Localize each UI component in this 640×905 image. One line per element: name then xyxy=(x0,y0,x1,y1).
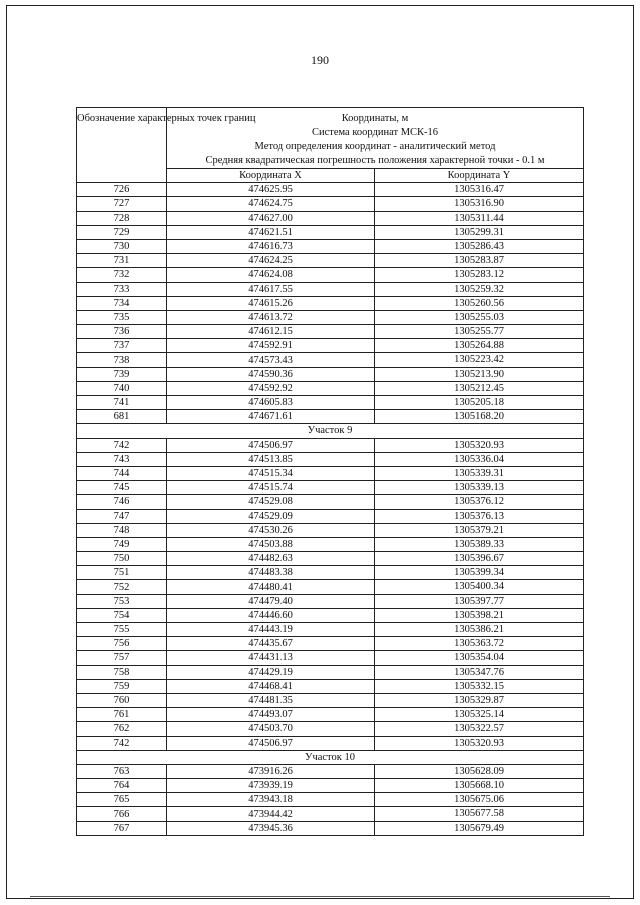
table-row xyxy=(77,466,584,480)
coord-y-cell: 1305299.31 xyxy=(375,225,584,239)
coord-y-cell: 1305325.14 xyxy=(375,708,584,722)
point-id-cell: 764 xyxy=(77,779,167,793)
coord-x-cell: 474621.51 xyxy=(167,225,375,239)
coord-x-cell: 474435.67 xyxy=(167,637,375,651)
coord-x-cell: 474431.13 xyxy=(167,651,375,665)
coord-y-cell: 1305339.13 xyxy=(375,481,584,495)
point-id-cell: 754 xyxy=(77,608,167,622)
table-row xyxy=(77,764,584,778)
table-row xyxy=(77,197,584,211)
table-row xyxy=(77,410,584,424)
page-bottom-rule xyxy=(30,896,610,899)
coord-y-cell: 1305255.03 xyxy=(375,310,584,324)
coord-x-cell: 474479.40 xyxy=(167,594,375,608)
coord-x-cell: 474515.34 xyxy=(167,466,375,480)
coord-y-cell: 1305322.57 xyxy=(375,722,584,736)
section-title-row xyxy=(77,750,584,764)
table-row xyxy=(77,296,584,310)
table-row xyxy=(77,821,584,835)
coord-y-cell: 1305363.72 xyxy=(375,637,584,651)
table-row xyxy=(77,268,584,282)
coord-y-cell: 1305283.12 xyxy=(375,268,584,282)
table-row xyxy=(77,708,584,722)
coord-y-cell: 1305389.33 xyxy=(375,537,584,551)
point-id-cell: 755 xyxy=(77,623,167,637)
coord-x-cell: 474624.08 xyxy=(167,268,375,282)
point-id-cell: 762 xyxy=(77,722,167,736)
coord-y-cell: 1305336.04 xyxy=(375,452,584,466)
point-id-cell: 752 xyxy=(77,580,167,594)
coord-y-cell: 1305320.93 xyxy=(375,736,584,750)
point-id-cell: 744 xyxy=(77,466,167,480)
table-row xyxy=(77,693,584,707)
section-title-row xyxy=(77,424,584,438)
table-row xyxy=(77,509,584,523)
table-row xyxy=(77,679,584,693)
point-id-cell: 759 xyxy=(77,679,167,693)
coord-y-cell: 1305347.76 xyxy=(375,665,584,679)
coord-x-cell: 474592.92 xyxy=(167,381,375,395)
coord-x-cell: 474483.38 xyxy=(167,566,375,580)
table-row xyxy=(77,566,584,580)
table-row xyxy=(77,353,584,367)
section-title: Участок 9 xyxy=(77,424,584,438)
designation-header: Обозначение характерных точек границ xyxy=(77,108,167,183)
table-row xyxy=(77,736,584,750)
table-row xyxy=(77,495,584,509)
point-id-cell: 746 xyxy=(77,495,167,509)
point-id-cell: 741 xyxy=(77,396,167,410)
point-id-cell: 750 xyxy=(77,552,167,566)
coords-title: Координаты, м xyxy=(341,113,409,124)
coord-y-cell: 1305316.90 xyxy=(375,197,584,211)
coord-x-cell: 474605.83 xyxy=(167,396,375,410)
point-id-cell: 733 xyxy=(77,282,167,296)
coord-y-cell: 1305677.58 xyxy=(375,807,584,821)
table-row xyxy=(77,665,584,679)
point-id-cell: 756 xyxy=(77,637,167,651)
point-id-cell: 760 xyxy=(77,693,167,707)
coord-y-cell: 1305339.31 xyxy=(375,466,584,480)
table-row xyxy=(77,211,584,225)
point-id-cell: 767 xyxy=(77,821,167,835)
point-id-cell: 743 xyxy=(77,452,167,466)
point-id-cell: 758 xyxy=(77,665,167,679)
coord-y-cell: 1305264.88 xyxy=(375,339,584,353)
point-id-cell: 740 xyxy=(77,381,167,395)
point-id-cell: 729 xyxy=(77,225,167,239)
coord-x-cell: 474615.26 xyxy=(167,296,375,310)
point-id-cell: 742 xyxy=(77,438,167,452)
coord-y-cell: 1305212.45 xyxy=(375,381,584,395)
table-row xyxy=(77,381,584,395)
table-row xyxy=(77,807,584,821)
coord-y-cell: 1305668.10 xyxy=(375,779,584,793)
coord-x-cell: 474616.73 xyxy=(167,239,375,253)
coord-x-cell: 474671.61 xyxy=(167,410,375,424)
coord-x-cell: 474506.97 xyxy=(167,736,375,750)
coord-y-cell: 1305332.15 xyxy=(375,679,584,693)
coord-x-cell: 474443.19 xyxy=(167,623,375,637)
table-row xyxy=(77,183,584,197)
point-id-cell: 738 xyxy=(77,353,167,367)
coord-x-cell: 474481.35 xyxy=(167,693,375,707)
table-row xyxy=(77,637,584,651)
coord-x-cell: 473916.26 xyxy=(167,764,375,778)
table-row xyxy=(77,254,584,268)
method-text: Метод определения координат - аналитический метод xyxy=(254,141,496,152)
coord-x-cell: 473943.18 xyxy=(167,793,375,807)
table-row xyxy=(77,722,584,736)
coord-y-cell: 1305628.09 xyxy=(375,764,584,778)
coord-y-cell: 1305376.12 xyxy=(375,495,584,509)
point-id-cell: 736 xyxy=(77,325,167,339)
coord-y-cell: 1305320.93 xyxy=(375,438,584,452)
coord-x-cell: 474530.26 xyxy=(167,523,375,537)
coord-y-cell: 1305213.90 xyxy=(375,367,584,381)
table-row xyxy=(77,367,584,381)
coord-x-cell: 474506.97 xyxy=(167,438,375,452)
table-row xyxy=(77,225,584,239)
point-id-cell: 751 xyxy=(77,566,167,580)
coord-x-cell: 474513.85 xyxy=(167,452,375,466)
coord-y-cell: 1305311.44 xyxy=(375,211,584,225)
point-id-cell: 730 xyxy=(77,239,167,253)
col-y-header: Координата Y xyxy=(375,169,584,183)
point-id-cell: 745 xyxy=(77,481,167,495)
table-row xyxy=(77,651,584,665)
coord-x-cell: 474480.41 xyxy=(167,580,375,594)
table-row xyxy=(77,537,584,551)
table-row xyxy=(77,481,584,495)
coord-x-cell: 474625.95 xyxy=(167,183,375,197)
point-id-cell: 763 xyxy=(77,764,167,778)
coord-y-cell: 1305376.13 xyxy=(375,509,584,523)
coord-x-cell: 474612.15 xyxy=(167,325,375,339)
col-x-header: Координата X xyxy=(167,169,375,183)
point-id-cell: 735 xyxy=(77,310,167,324)
section-title: Участок 10 xyxy=(77,750,584,764)
coord-x-cell: 474446.60 xyxy=(167,608,375,622)
point-id-cell: 753 xyxy=(77,594,167,608)
table-row xyxy=(77,239,584,253)
coord-x-cell: 474529.08 xyxy=(167,495,375,509)
table-row xyxy=(77,552,584,566)
point-id-cell: 757 xyxy=(77,651,167,665)
coord-x-cell: 474627.00 xyxy=(167,211,375,225)
point-id-cell: 727 xyxy=(77,197,167,211)
coord-y-cell: 1305259.32 xyxy=(375,282,584,296)
coord-y-cell: 1305679.49 xyxy=(375,821,584,835)
coord-x-cell: 474617.55 xyxy=(167,282,375,296)
coord-x-cell: 474493.07 xyxy=(167,708,375,722)
coord-y-cell: 1305223.42 xyxy=(375,353,584,367)
coord-x-cell: 474529.09 xyxy=(167,509,375,523)
coord-y-cell: 1305283.87 xyxy=(375,254,584,268)
point-id-cell: 749 xyxy=(77,537,167,551)
point-id-cell: 766 xyxy=(77,807,167,821)
table-row xyxy=(77,793,584,807)
point-id-cell: 737 xyxy=(77,339,167,353)
table-row xyxy=(77,310,584,324)
point-id-cell: 761 xyxy=(77,708,167,722)
table-row xyxy=(77,594,584,608)
page-number: 190 xyxy=(311,53,329,67)
coord-y-cell: 1305260.56 xyxy=(375,296,584,310)
point-id-cell: 731 xyxy=(77,254,167,268)
point-id-cell: 739 xyxy=(77,367,167,381)
table-row xyxy=(77,580,584,594)
point-id-cell: 734 xyxy=(77,296,167,310)
coord-y-cell: 1305316.47 xyxy=(375,183,584,197)
table-row xyxy=(77,623,584,637)
coord-x-cell: 474503.70 xyxy=(167,722,375,736)
table-row xyxy=(77,608,584,622)
point-id-cell: 742 xyxy=(77,736,167,750)
coord-x-cell: 473944.42 xyxy=(167,807,375,821)
coord-y-cell: 1305396.67 xyxy=(375,552,584,566)
coord-x-cell: 474624.75 xyxy=(167,197,375,211)
coord-x-cell: 473945.36 xyxy=(167,821,375,835)
coord-x-cell: 474429.19 xyxy=(167,665,375,679)
coord-y-cell: 1305386.21 xyxy=(375,623,584,637)
coord-y-cell: 1305286.43 xyxy=(375,239,584,253)
coord-x-cell: 473939.19 xyxy=(167,779,375,793)
coord-x-cell: 474515.74 xyxy=(167,481,375,495)
precision-text: Средняя квадратическая погрешность положения характерной точки - 0.1 м xyxy=(205,155,545,166)
coord-x-cell: 474468.41 xyxy=(167,679,375,693)
table-row xyxy=(77,779,584,793)
coord-y-cell: 1305205.18 xyxy=(375,396,584,410)
coord-y-cell: 1305168.20 xyxy=(375,410,584,424)
coord-x-cell: 474482.63 xyxy=(167,552,375,566)
table-row xyxy=(77,438,584,452)
coordinates-table xyxy=(76,107,584,836)
coord-y-cell: 1305397.77 xyxy=(375,594,584,608)
coord-x-cell: 474592.91 xyxy=(167,339,375,353)
table-row xyxy=(77,339,584,353)
table-row xyxy=(77,282,584,296)
coord-x-cell: 474503.88 xyxy=(167,537,375,551)
coord-y-cell: 1305399.34 xyxy=(375,566,584,580)
point-id-cell: 728 xyxy=(77,211,167,225)
table-row xyxy=(77,452,584,466)
coord-x-cell: 474590.36 xyxy=(167,367,375,381)
point-id-cell: 681 xyxy=(77,410,167,424)
coord-y-cell: 1305255.77 xyxy=(375,325,584,339)
coord-y-cell: 1305675.06 xyxy=(375,793,584,807)
point-id-cell: 747 xyxy=(77,509,167,523)
table-row xyxy=(77,523,584,537)
coordinate-system: Система координат МСК-16 xyxy=(311,127,439,138)
coord-x-cell: 474613.72 xyxy=(167,310,375,324)
table-row xyxy=(77,325,584,339)
coord-y-cell: 1305329.87 xyxy=(375,693,584,707)
coord-y-cell: 1305400.34 xyxy=(375,580,584,594)
coord-y-cell: 1305354.04 xyxy=(375,651,584,665)
coord-x-cell: 474573.43 xyxy=(167,353,375,367)
point-id-cell: 732 xyxy=(77,268,167,282)
point-id-cell: 765 xyxy=(77,793,167,807)
coord-x-cell: 474624.25 xyxy=(167,254,375,268)
coord-y-cell: 1305379.21 xyxy=(375,523,584,537)
coord-y-cell: 1305398.21 xyxy=(375,608,584,622)
point-id-cell: 748 xyxy=(77,523,167,537)
point-id-cell: 726 xyxy=(77,183,167,197)
table-row xyxy=(77,396,584,410)
